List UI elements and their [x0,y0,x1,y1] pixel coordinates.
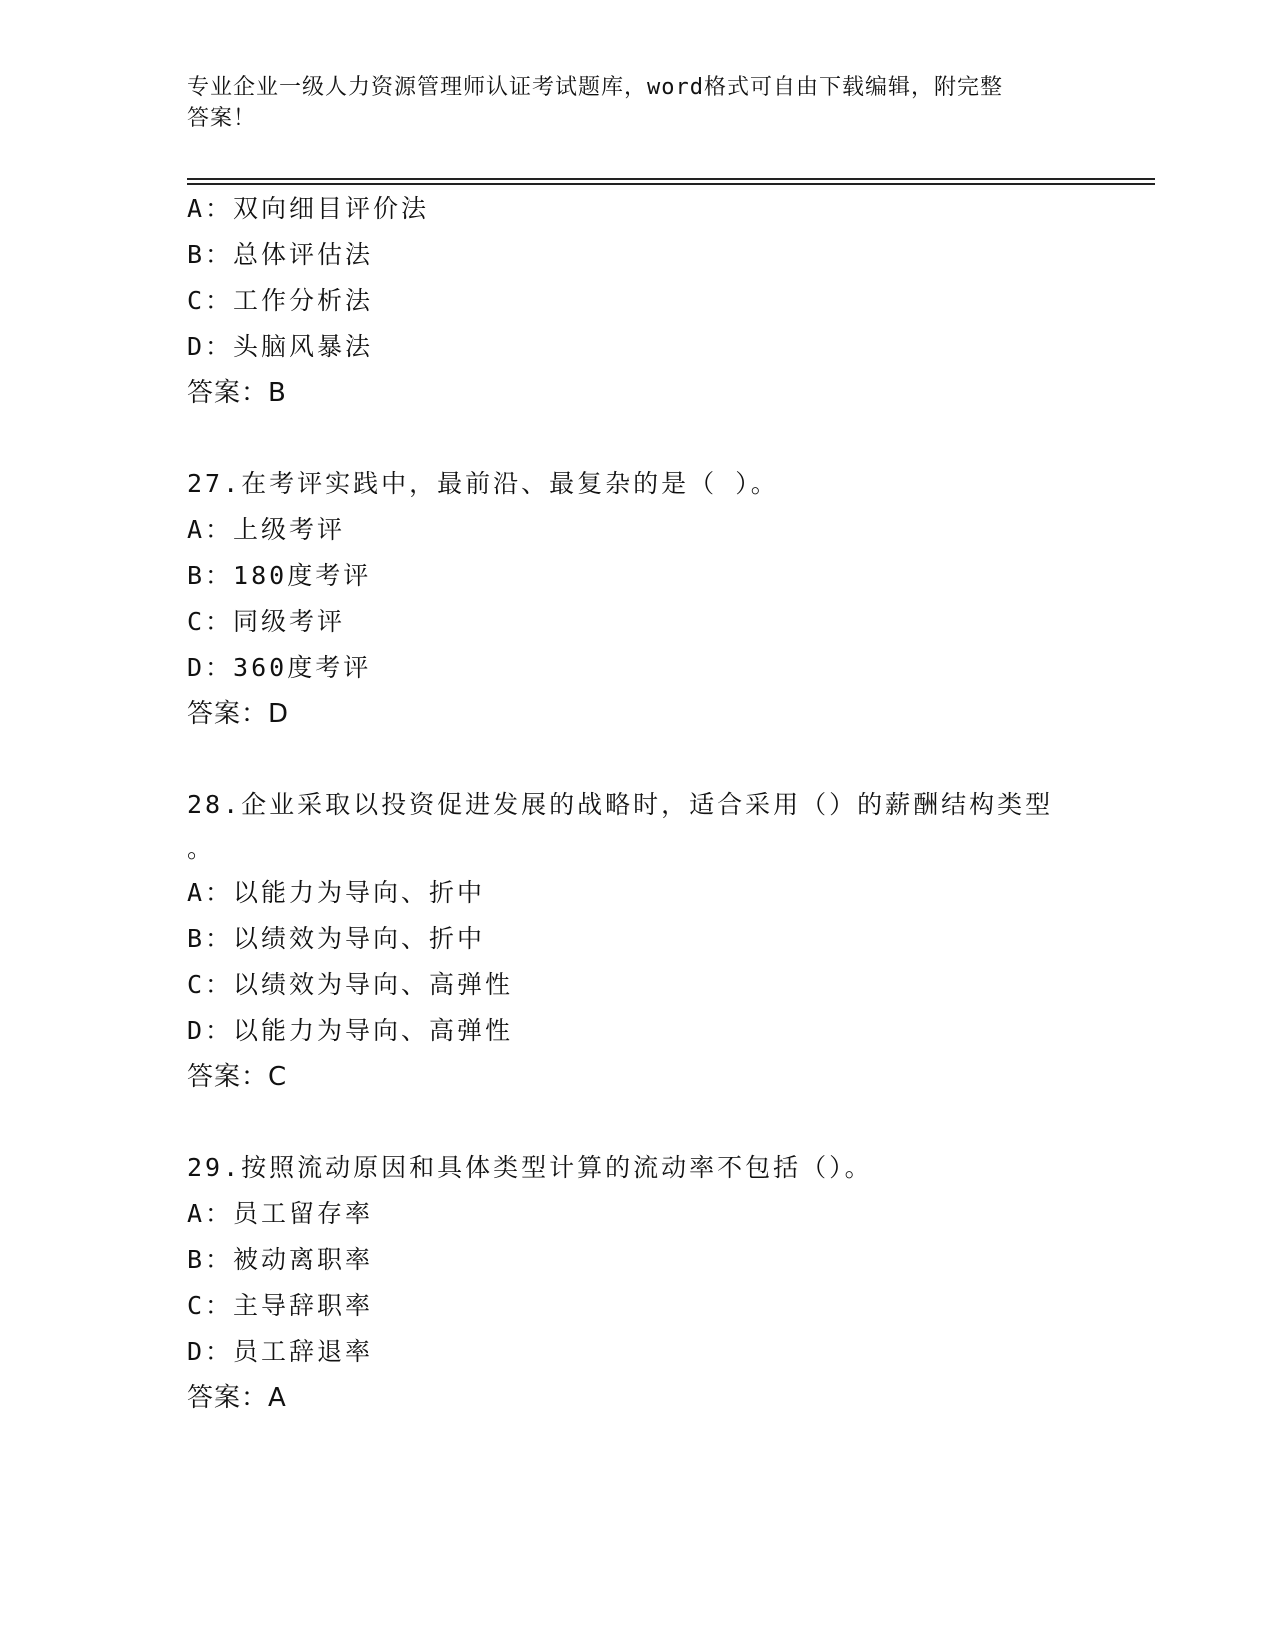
option-c: C：以绩效为导向、高弹性 [187,970,514,999]
option-d: D：员工辞退率 [187,1337,374,1366]
header-text-line-1: 专业企业一级人力资源管理师认证考试题库，word格式可自由下载编辑，附完整 [187,75,1003,100]
question-block-28 [187,782,1147,1100]
option-b: B：总体评估法 [187,240,374,269]
question-block-26 [187,186,1147,416]
option-a: A：上级考评 [187,515,346,544]
question-list [187,186,1147,1421]
question-block-27 [187,461,1147,737]
option-b: B：被动离职率 [187,1245,374,1274]
answer-line: 答案：A [187,1383,287,1413]
question-spacer [187,416,1147,461]
question-stem: 29.按照流动原因和具体类型计算的流动率不包括（）。 [187,1153,873,1182]
option-a: A：以能力为导向、折中 [187,878,486,907]
option-a: A：双向细目评价法 [187,194,430,223]
header-text-line-2: 答案！ [187,106,257,131]
option-d: D：头脑风暴法 [187,332,374,361]
header-rule-bottom [187,183,1155,185]
option-c: C：工作分析法 [187,286,374,315]
question-stem-continuation: 。 [187,834,216,863]
question-stem: 27.在考评实践中，最前沿、最复杂的是（ ）。 [187,469,779,498]
option-d: D：360度考评 [187,653,372,682]
option-d: D：以能力为导向、高弹性 [187,1016,514,1045]
question-spacer [187,737,1147,782]
option-b: B：以绩效为导向、折中 [187,924,486,953]
header-rule-top [187,178,1155,180]
option-a: A：员工留存率 [187,1199,374,1228]
option-c: C：同级考评 [187,607,346,636]
question-spacer [187,1100,1147,1145]
document-header [187,72,1067,134]
question-block-29 [187,1145,1147,1421]
option-b: B：180度考评 [187,561,372,590]
answer-line: 答案：C [187,1062,288,1092]
answer-line: 答案：B [187,378,287,408]
answer-line: 答案：D [187,699,290,729]
option-c: C：主导辞职率 [187,1291,374,1320]
question-stem: 28.企业采取以投资促进发展的战略时，适合采用（）的薪酬结构类型 [187,790,1054,819]
